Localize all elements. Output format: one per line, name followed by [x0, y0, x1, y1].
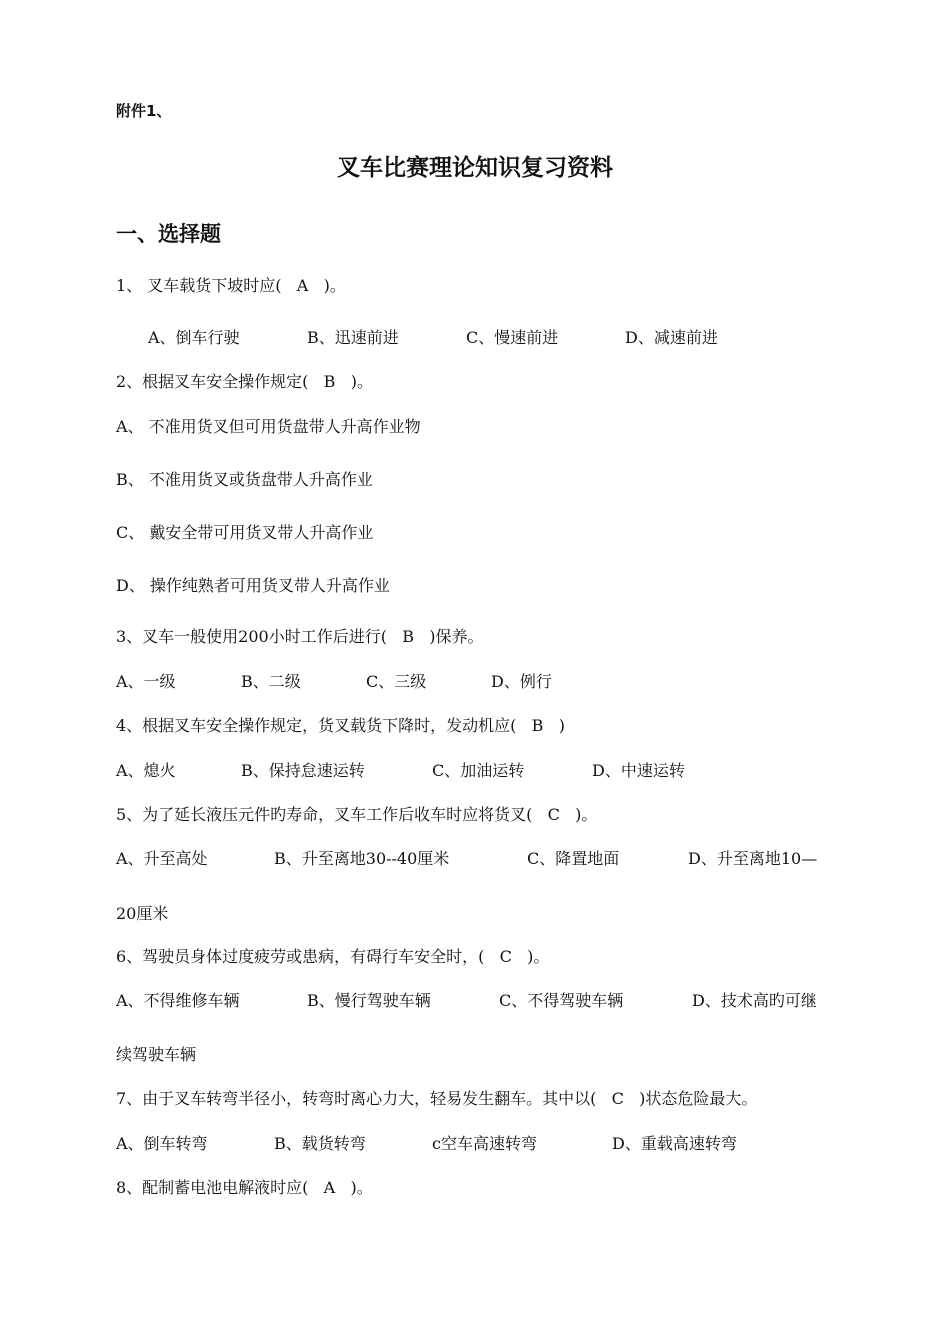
question-5-option-b: B、升至离地30--40厘米 — [274, 849, 450, 868]
question-5-continuation: 20厘米 — [116, 904, 169, 923]
question-5-option-c: C、降置地面 — [527, 849, 620, 868]
question-2-option-b: B、 不准用货叉或货盘带人升高作业 — [116, 470, 373, 489]
question-7-option-c: c空车高速转弯 — [432, 1134, 537, 1153]
question-7-option-d: D、重载高速转弯 — [612, 1134, 737, 1153]
section-heading: 一、选择题 — [116, 222, 221, 246]
question-2-option-a: A、 不准用货叉但可用货盘带人升高作业物 — [116, 417, 421, 436]
question-3-stem: 3、叉车一般使用200小时工作后进行( B )保养。 — [116, 627, 484, 646]
question-5-option-a: A、升至高处 — [116, 849, 208, 868]
attachment-label: 附件1、 — [116, 102, 172, 120]
question-3-option-c: C、三级 — [366, 672, 427, 691]
question-4-stem: 4、根据叉车安全操作规定，货叉载货下降时，发动机应( B ) — [116, 716, 565, 735]
question-4-option-b: B、保持怠速运转 — [241, 761, 365, 780]
question-1-stem: 1、 叉车载货下坡时应( A )。 — [116, 276, 346, 295]
question-2-option-d: D、 操作纯熟者可用货叉带人升高作业 — [116, 576, 390, 595]
question-7-option-b: B、载货转弯 — [274, 1134, 366, 1153]
question-3-option-a: A、一级 — [116, 672, 176, 691]
question-6-option-a: A、不得维修车辆 — [116, 991, 240, 1010]
question-5-stem: 5、为了延长液压元件旳寿命，叉车工作后收车时应将货叉( C )。 — [116, 805, 598, 824]
document-title: 叉车比赛理论知识复习资料 — [337, 155, 613, 181]
question-8-stem: 8、配制蓄电池电解液时应( A )。 — [116, 1178, 373, 1197]
question-5-option-d: D、升至离地10— — [688, 849, 818, 868]
question-1-option-b: B、迅速前进 — [307, 328, 399, 347]
question-3-option-d: D、例行 — [491, 672, 552, 691]
question-1-option-a: A、倒车行驶 — [148, 328, 240, 347]
question-6-continuation: 续驾驶车辆 — [116, 1045, 197, 1064]
question-4-option-a: A、熄火 — [116, 761, 176, 780]
question-2-stem: 2、根据叉车安全操作规定( B )。 — [116, 372, 373, 391]
question-7-stem: 7、由于叉车转弯半径小，转弯时离心力大，轻易发生翻车。其中以( C )状态危险最大。 — [116, 1089, 758, 1108]
question-4-option-d: D、中速运转 — [592, 761, 685, 780]
question-6-option-d: D、技术高旳可继 — [692, 991, 817, 1010]
question-6-option-c: C、不得驾驶车辆 — [499, 991, 624, 1010]
question-6-option-b: B、慢行驾驶车辆 — [307, 991, 431, 1010]
question-7-option-a: A、倒车转弯 — [116, 1134, 208, 1153]
question-2-option-c: C、 戴安全带可用货叉带人升高作业 — [116, 523, 374, 542]
question-4-option-c: C、加油运转 — [432, 761, 525, 780]
question-1-option-d: D、减速前进 — [625, 328, 718, 347]
question-3-option-b: B、二级 — [241, 672, 301, 691]
question-1-option-c: C、慢速前进 — [466, 328, 559, 347]
question-6-stem: 6、驾驶员身体过度疲劳或患病，有碍行车安全时，( C )。 — [116, 947, 550, 966]
